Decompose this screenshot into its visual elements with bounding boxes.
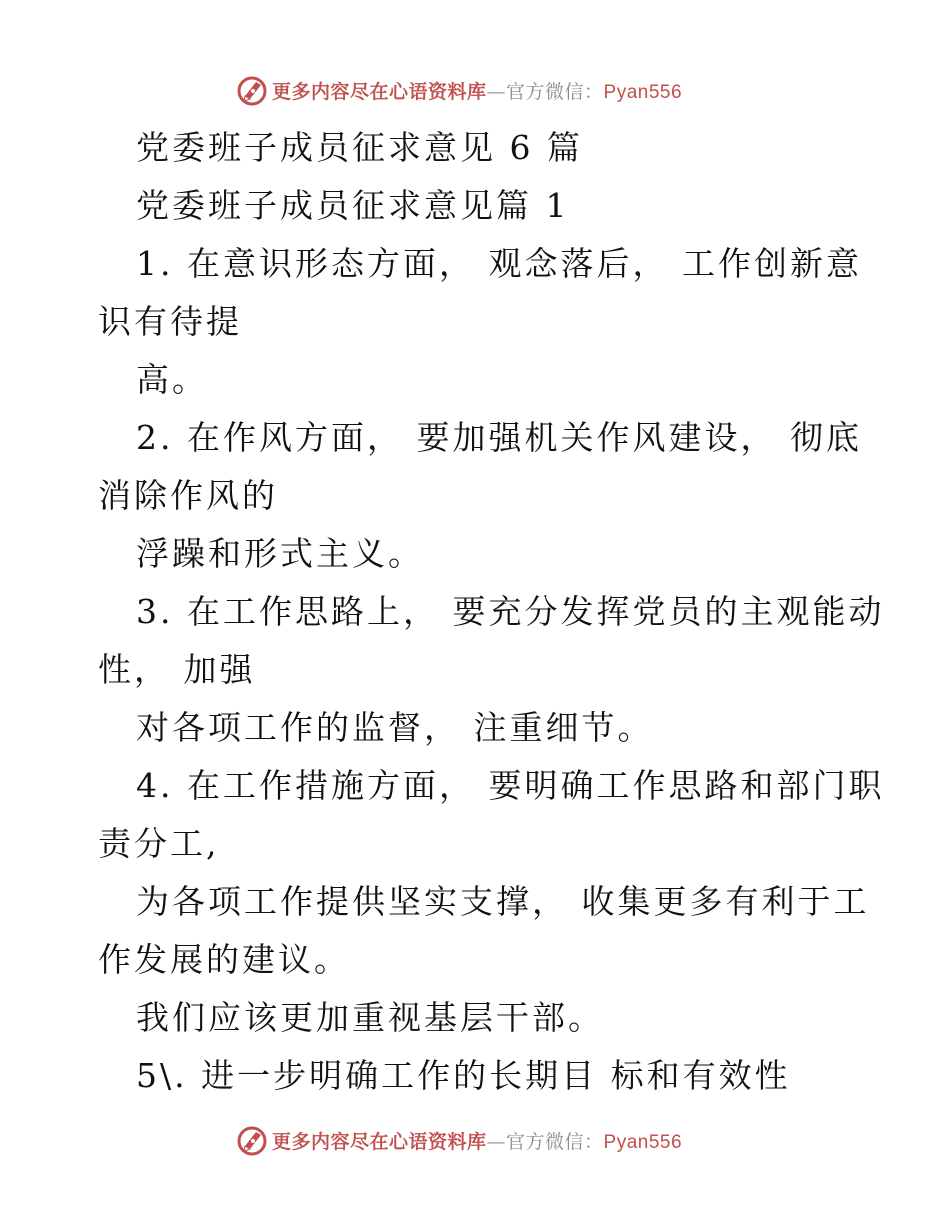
paragraph-line: 责分工, <box>98 824 220 863</box>
pen-circle-logo-icon <box>236 74 268 106</box>
paragraph-line: 1. 在意识形态方面， 观念落后， 工作创新意 <box>136 244 862 283</box>
watermark-wechat-label: 官方微信： <box>506 80 604 103</box>
section-heading: 党委班子成员征求意见篇 1 <box>136 186 570 225</box>
paragraph-line: 5\. 进一步明确工作的长期目 标和有效性 <box>136 1056 791 1095</box>
paragraph-line: 2. 在作风方面， 要加强机关作风建设， 彻底 <box>136 418 862 457</box>
watermark-wechat-id: Pyan556 <box>603 1131 683 1153</box>
paragraph-line: 对各项工作的监督， 注重细节。 <box>136 708 654 747</box>
footer-watermark <box>236 1120 682 1160</box>
pen-circle-logo-icon <box>236 1124 268 1156</box>
paragraph-line: 高。 <box>136 360 208 399</box>
watermark-dash: — <box>486 1130 507 1153</box>
paragraph-line: 作发展的建议。 <box>98 940 350 979</box>
paragraph-line: 我们应该更加重视基层干部。 <box>136 998 604 1037</box>
paragraph-line: 浮躁和形式主义。 <box>136 534 424 573</box>
paragraph-line: 3. 在工作思路上， 要充分发挥党员的主观能动 <box>136 592 885 631</box>
watermark-wechat-label: 官方微信： <box>506 1130 604 1153</box>
header-watermark <box>236 70 682 110</box>
paragraph-line: 性， 加强 <box>98 650 256 689</box>
paragraph-line: 识有待提 <box>98 302 242 341</box>
document-title: 党委班子成员征求意见 6 篇 <box>136 128 583 167</box>
watermark-wechat-id: Pyan556 <box>603 81 683 103</box>
paragraph-line: 消除作风的 <box>98 476 278 515</box>
watermark-text: 更多内容尽在心语资料库 <box>272 1130 487 1153</box>
paragraph-line: 4. 在工作措施方面， 要明确工作思路和部门职 <box>136 766 885 805</box>
paragraph-line: 为各项工作提供坚实支撑， 收集更多有利于工 <box>136 882 870 921</box>
watermark-text: 更多内容尽在心语资料库 <box>272 80 487 103</box>
watermark-dash: — <box>486 80 507 103</box>
